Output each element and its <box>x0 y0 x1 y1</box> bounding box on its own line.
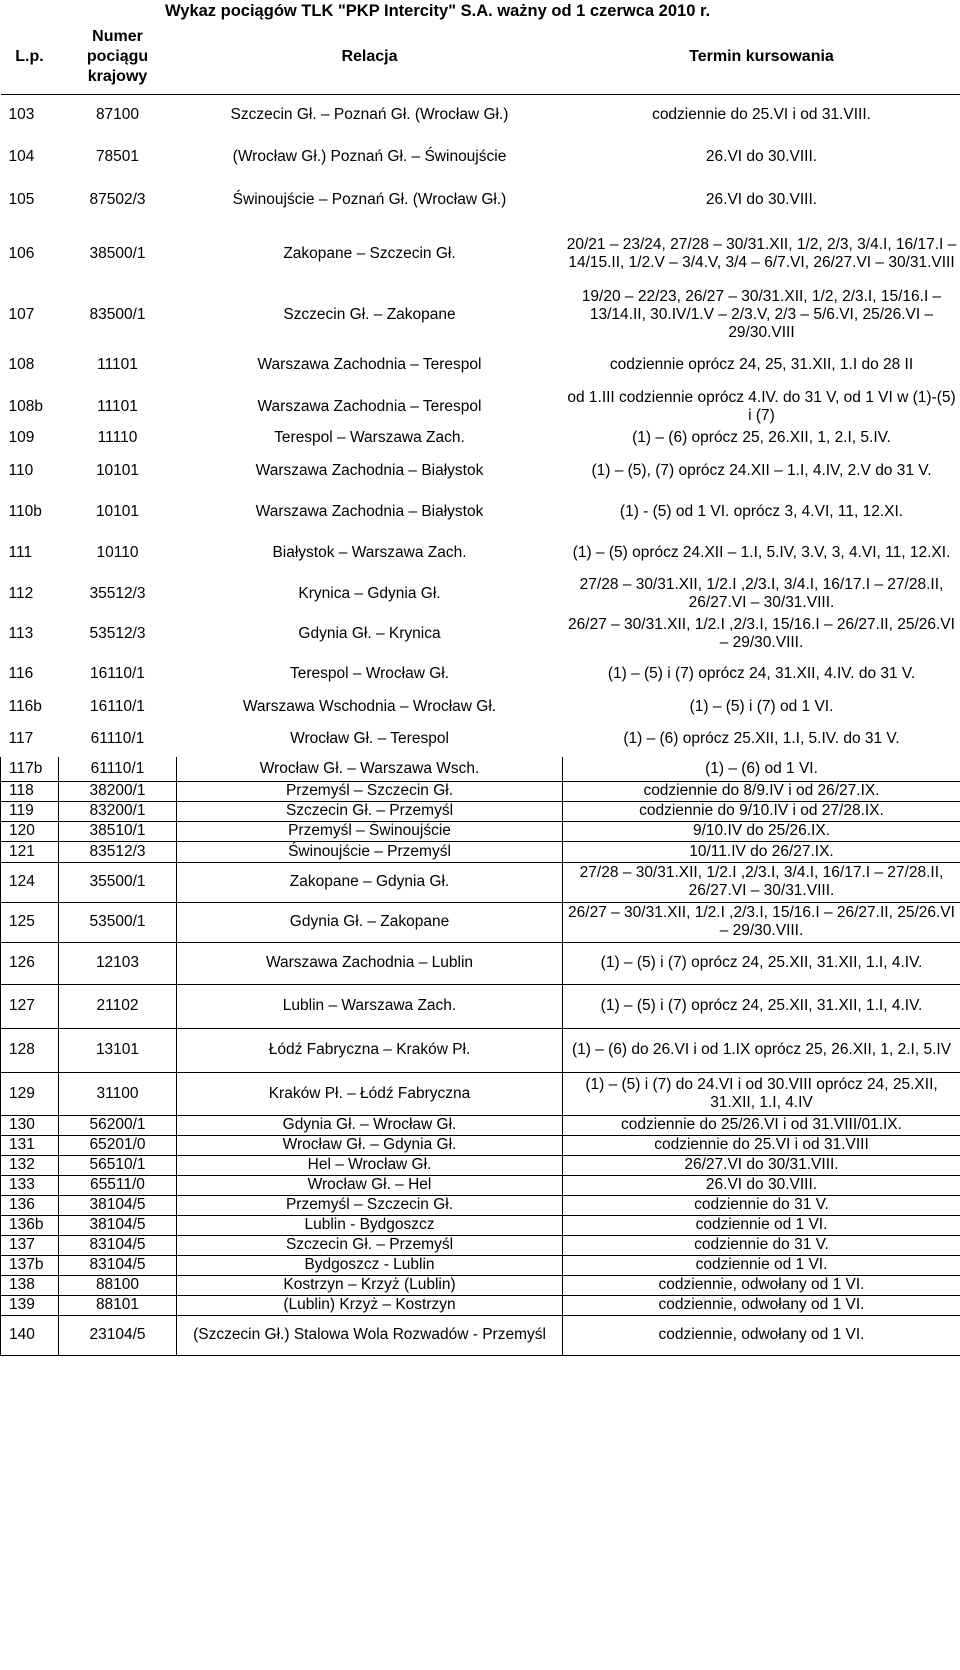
table-row <box>1 781 960 801</box>
cell-lp: 136 <box>1 1195 59 1215</box>
cell-lp: 121 <box>1 841 59 862</box>
cell-relation: Przemyśl – Świnoujście <box>177 821 563 841</box>
cell-train-number: 38104/5 <box>59 1195 177 1215</box>
header-schedule: Termin kursowania <box>563 20 960 94</box>
cell-relation: Łódź Fabryczna – Kraków Pł. <box>177 1028 563 1072</box>
table-row <box>1 614 960 654</box>
cell-relation: Gdynia Gł. – Wrocław Gł. <box>177 1115 563 1135</box>
cell-train-number: 21102 <box>59 984 177 1028</box>
cell-relation: Terespol – Warszawa Zach. <box>274 429 465 446</box>
cell-train-number: 53512/3 <box>89 625 146 642</box>
cell-lp: 136b <box>1 1215 59 1235</box>
header-train-number: Numer pociągu krajowy <box>59 20 177 94</box>
cell-lp: 128 <box>1 1028 59 1072</box>
cell-schedule: (1) - (5) od 1 VI. oprócz 3, 4.VI, 11, 12.XI. <box>619 503 904 520</box>
cell-relation: Przemyśl – Szczecin Gł. <box>177 781 563 801</box>
table-row <box>1 1135 960 1155</box>
cell-train-number: 38200/1 <box>59 781 177 801</box>
cell-train-number: 88101 <box>59 1295 177 1315</box>
cell-relation: Lublin - Bydgoszcz <box>177 1215 563 1235</box>
cell-lp: 116b <box>8 697 42 715</box>
table-header-row <box>1 20 960 94</box>
cell-train-number: 16110/1 <box>90 697 145 715</box>
table-row <box>1 693 960 720</box>
cell-lp: 105 <box>8 190 35 208</box>
table-row <box>1 942 960 984</box>
cell-train-number: 83104/5 <box>59 1255 177 1275</box>
cell-relation: Świnoujście – Przemyśl <box>177 841 563 862</box>
cell-train-number: 11110 <box>97 429 138 446</box>
cell-train-number: 38104/5 <box>59 1215 177 1235</box>
cell-train-number: 88100 <box>59 1275 177 1295</box>
cell-relation: Gdynia Gł. – Zakopane <box>177 902 563 942</box>
table-row <box>1 343 960 386</box>
cell-relation: (Szczecin Gł.) Stalowa Wola Rozwadów - Przemyśl <box>177 1315 563 1355</box>
cell-train-number: 35512/3 <box>89 585 146 602</box>
cell-lp: 117b <box>1 757 59 781</box>
cell-lp: 103 <box>8 106 35 124</box>
cell-relation: Terespol – Wrocław Gł. <box>289 664 450 682</box>
cell-relation: Warszawa Zachodnia – Białystok <box>255 462 484 479</box>
table-row <box>1 1155 960 1175</box>
cell-schedule: (1) – (6) od 1 VI. <box>563 757 960 781</box>
cell-schedule: codziennie od 1 VI. <box>563 1215 960 1235</box>
cell-train-number: 56200/1 <box>59 1115 177 1135</box>
cell-schedule: 26.VI do 30.VIII. <box>563 1175 960 1195</box>
cell-train-number: 53500/1 <box>59 902 177 942</box>
cell-train-number: 16110/1 <box>90 664 145 682</box>
cell-relation: (Lublin) Krzyż – Kostrzyn <box>177 1295 563 1315</box>
cell-lp: 109 <box>8 429 35 446</box>
cell-lp: 125 <box>1 902 59 942</box>
cell-schedule: (1) – (5) i (7) od 1 VI. <box>689 697 834 715</box>
cell-train-number: 38510/1 <box>59 821 177 841</box>
cell-lp: 133 <box>1 1175 59 1195</box>
cell-schedule: codziennie, odwołany od 1 VI. <box>563 1275 960 1295</box>
cell-schedule: 26.VI do 30.VIII. <box>705 190 818 208</box>
cell-relation: Warszawa Zachodnia – Lublin <box>177 942 563 984</box>
cell-lp: 138 <box>1 1275 59 1295</box>
cell-lp: 111 <box>8 543 33 561</box>
table-row <box>1 386 960 427</box>
table-row <box>1 862 960 902</box>
cell-train-number: 10110 <box>96 543 139 561</box>
cell-train-number: 35500/1 <box>59 862 177 902</box>
cell-lp: 108b <box>8 397 43 415</box>
cell-lp: 132 <box>1 1155 59 1175</box>
table-row <box>1 841 960 862</box>
cell-schedule: 9/10.IV do 25/26.IX. <box>563 821 960 841</box>
cell-relation: Szczecin Gł. – Przemyśl <box>177 801 563 821</box>
cell-schedule: 19/20 – 22/23, 26/27 – 30/31.XII, 1/2, 2/3.I, 15/16.I – 13/14.II, 30.IV/1.V – 2/3.V, 2/3 – 5/6.VI, 25/26.VI – 29/30.VIII <box>581 288 942 341</box>
cell-train-number: 83500/1 <box>89 306 146 323</box>
cell-relation: Kostrzyn – Krzyż (Lublin) <box>177 1275 563 1295</box>
table-row <box>1 1195 960 1215</box>
cell-lp: 139 <box>1 1295 59 1315</box>
cell-relation: Wrocław Gł. – Hel <box>177 1175 563 1195</box>
cell-schedule: 26/27 – 30/31.XII, 1/2.I ,2/3.I, 15/16.I – 26/27.II, 25/26.VI – 29/30.VIII. <box>568 616 955 651</box>
table-row <box>1 1295 960 1315</box>
cell-relation: Przemyśl – Szczecin Gł. <box>177 1195 563 1215</box>
cell-schedule: codziennie do 25.VI i od 31.VIII. <box>652 106 871 124</box>
cell-schedule: od 1.III codziennie oprócz 4.IV. do 31 V, od 1 VI w (1)-(5) i (7) <box>567 388 956 424</box>
cell-lp: 119 <box>1 801 59 821</box>
cell-relation: Hel – Wrocław Gł. <box>177 1155 563 1175</box>
cell-relation: Zakopane – Gdynia Gł. <box>177 862 563 902</box>
cell-relation: Szczecin Gł. – Zakopane <box>283 306 456 323</box>
cell-train-number: 78501 <box>95 148 140 165</box>
table-row <box>1 94 960 136</box>
cell-lp: 131 <box>1 1135 59 1155</box>
cell-schedule: (1) – (5) oprócz 24.XII – 1.I, 5.IV, 3.V, 3, 4.VI, 11, 12.XI. <box>572 543 951 561</box>
table-row <box>1 1235 960 1255</box>
table-row <box>1 427 960 449</box>
cell-schedule: (1) – (5), (7) oprócz 24.XII – 1.I, 4.IV, 2.V do 31 V. <box>591 462 932 479</box>
table-row <box>1 574 960 614</box>
cell-train-number: 61110/1 <box>90 729 145 747</box>
cell-train-number: 23104/5 <box>59 1315 177 1355</box>
cell-relation: Białystok – Warszawa Zach. <box>272 543 467 561</box>
cell-lp: 118 <box>1 781 59 801</box>
cell-train-number: 65511/0 <box>59 1175 177 1195</box>
cell-lp: 117 <box>8 729 34 747</box>
table-row <box>1 1115 960 1135</box>
cell-schedule: codziennie do 31 V. <box>563 1235 960 1255</box>
cell-train-number: 83200/1 <box>59 801 177 821</box>
cell-schedule: codziennie, odwołany od 1 VI. <box>563 1295 960 1315</box>
cell-schedule: 26/27 – 30/31.XII, 1/2.I ,2/3.I, 15/16.I – 26/27.II, 25/26.VI – 29/30.VIII. <box>563 902 960 942</box>
cell-schedule: codziennie od 1 VI. <box>563 1255 960 1275</box>
header-relation: Relacja <box>177 20 563 94</box>
cell-relation: Kraków Pł. – Łódź Fabryczna <box>177 1072 563 1115</box>
cell-train-number: 10101 <box>95 462 140 479</box>
cell-schedule: 27/28 – 30/31.XII, 1/2.I ,2/3.I, 3/4.I, 16/17.I – 27/28.II, 26/27.VI – 30/31.VIII. <box>579 576 944 611</box>
cell-lp: 127 <box>1 984 59 1028</box>
table-row <box>1 136 960 178</box>
table-row <box>1 1275 960 1295</box>
cell-train-number: 11101 <box>97 355 138 373</box>
cell-relation: Warszawa Zachodnia – Białystok <box>255 503 484 520</box>
cell-lp: 140 <box>1 1315 59 1355</box>
cell-schedule: codziennie do 8/9.IV i od 26/27.IX. <box>563 781 960 801</box>
cell-schedule: (1) – (5) i (7) oprócz 24, 25.XII, 31.XII, 1.I, 4.IV. <box>563 942 960 984</box>
cell-train-number: 83512/3 <box>59 841 177 862</box>
cell-train-number: 56510/1 <box>59 1155 177 1175</box>
table-row <box>1 531 960 574</box>
cell-schedule: codziennie, odwołany od 1 VI. <box>563 1315 960 1355</box>
cell-lp: 124 <box>1 862 59 902</box>
table-row <box>1 757 960 781</box>
table-row <box>1 1315 960 1355</box>
cell-schedule: (1) – (6) oprócz 25, 26.XII, 1, 2.I, 5.IV. <box>632 429 891 446</box>
cell-lp: 130 <box>1 1115 59 1135</box>
cell-lp: 137 <box>1 1235 59 1255</box>
cell-lp: 120 <box>1 821 59 841</box>
table-row <box>1 1175 960 1195</box>
header-lp: L.p. <box>1 20 59 94</box>
cell-train-number: 10101 <box>95 503 140 520</box>
cell-lp: 107 <box>8 306 35 323</box>
cell-lp: 108 <box>8 355 35 373</box>
cell-schedule: codziennie do 25/26.VI i od 31.VIII/01.IX. <box>563 1115 960 1135</box>
cell-relation: (Wrocław Gł.) Poznań Gł. – Świnoujście <box>232 148 507 165</box>
cell-train-number: 83104/5 <box>59 1235 177 1255</box>
cell-relation: Szczecin Gł. – Przemyśl <box>177 1235 563 1255</box>
table-row <box>1 1028 960 1072</box>
cell-schedule: (1) – (5) i (7) oprócz 24, 31.XII, 4.IV. do 31 V. <box>607 664 916 682</box>
table-row <box>1 654 960 693</box>
cell-train-number: 13101 <box>59 1028 177 1072</box>
cell-relation: Bydgoszcz - Lublin <box>177 1255 563 1275</box>
cell-lp: 116 <box>8 664 34 682</box>
cell-lp: 110b <box>8 503 42 520</box>
cell-schedule: 10/11.IV do 26/27.IX. <box>563 841 960 862</box>
cell-train-number: 61110/1 <box>59 757 177 781</box>
table-row <box>1 449 960 493</box>
cell-relation: Warszawa Zachodnia – Terespol <box>257 397 482 415</box>
cell-relation: Lublin – Warszawa Zach. <box>177 984 563 1028</box>
cell-relation: Zakopane – Szczecin Gł. <box>283 245 456 262</box>
cell-schedule: 26.VI do 30.VIII. <box>705 148 818 165</box>
cell-relation: Świnoujście – Poznań Gł. (Wrocław Gł.) <box>232 190 507 208</box>
cell-train-number: 38500/1 <box>89 245 146 262</box>
train-schedule-table <box>0 20 960 1356</box>
table-row <box>1 821 960 841</box>
cell-relation: Wrocław Gł. – Gdynia Gł. <box>177 1135 563 1155</box>
table-row <box>1 221 960 287</box>
page-title: Wykaz pociągów TLK "PKP Intercity" S.A. ważny od 1 czerwca 2010 r. <box>165 2 711 20</box>
table-row <box>1 287 960 343</box>
table-row <box>1 1072 960 1115</box>
cell-relation: Krynica – Gdynia Gł. <box>298 585 441 602</box>
cell-train-number: 87502/3 <box>89 190 146 208</box>
cell-schedule: codziennie do 31 V. <box>563 1195 960 1215</box>
cell-schedule: (1) – (5) i (7) oprócz 24, 25.XII, 31.XII, 1.I, 4.IV. <box>563 984 960 1028</box>
cell-schedule: 20/21 – 23/24, 27/28 – 30/31.XII, 1/2, 2/3, 3/4.I, 16/17.I – 14/15.II, 1/2.V – 3/4.V, 3/4 – 6/7.VI, 26/27.VI – 30/31.VIII <box>566 236 957 271</box>
table-row <box>1 902 960 942</box>
cell-lp: 106 <box>8 245 35 262</box>
cell-schedule: (1) – (5) i (7) do 24.VI i od 30.VIII oprócz 24, 25.XII, 31.XII, 1.I, 4.IV <box>563 1072 960 1115</box>
cell-relation: Wrocław Gł. – Terespol <box>290 729 449 747</box>
cell-schedule: (1) – (6) oprócz 25.XII, 1.I, 5.IV. do 31 V. <box>623 729 900 747</box>
cell-train-number: 31100 <box>59 1072 177 1115</box>
cell-train-number: 11101 <box>97 397 138 415</box>
cell-schedule: codziennie oprócz 24, 25, 31.XII, 1.I do 28 II <box>609 355 914 373</box>
table-row <box>1 1215 960 1235</box>
table-row <box>1 801 960 821</box>
cell-relation: Gdynia Gł. – Krynica <box>298 625 441 642</box>
cell-schedule: 27/28 – 30/31.XII, 1/2.I ,2/3.I, 3/4.I, 16/17.I – 27/28.II, 26/27.VI – 30/31.VIII. <box>563 862 960 902</box>
cell-train-number: 12103 <box>59 942 177 984</box>
cell-schedule: 26/27.VI do 30/31.VIII. <box>563 1155 960 1175</box>
table-row <box>1 720 960 757</box>
cell-lp: 112 <box>8 585 34 602</box>
cell-lp: 137b <box>1 1255 59 1275</box>
cell-relation: Warszawa Wschodnia – Wrocław Gł. <box>242 697 497 715</box>
cell-lp: 104 <box>8 148 35 165</box>
table-row <box>1 1255 960 1275</box>
cell-relation: Wrocław Gł. – Warszawa Wsch. <box>177 757 563 781</box>
cell-lp: 126 <box>1 942 59 984</box>
cell-schedule: codziennie do 25.VI i od 31.VIII <box>563 1135 960 1155</box>
cell-schedule: (1) – (6) do 26.VI i od 1.IX oprócz 25, 26.XII, 1, 2.I, 5.IV <box>563 1028 960 1072</box>
table-row <box>1 178 960 221</box>
cell-relation: Warszawa Zachodnia – Terespol <box>257 355 482 373</box>
cell-lp: 129 <box>1 1072 59 1115</box>
cell-lp: 113 <box>8 625 34 642</box>
cell-train-number: 87100 <box>95 106 140 124</box>
cell-relation: Szczecin Gł. – Poznań Gł. (Wrocław Gł.) <box>230 106 509 124</box>
table-row <box>1 493 960 531</box>
table-row <box>1 984 960 1028</box>
cell-lp: 110 <box>8 462 34 479</box>
cell-schedule: codziennie do 9/10.IV i od 27/28.IX. <box>563 801 960 821</box>
cell-train-number: 65201/0 <box>59 1135 177 1155</box>
